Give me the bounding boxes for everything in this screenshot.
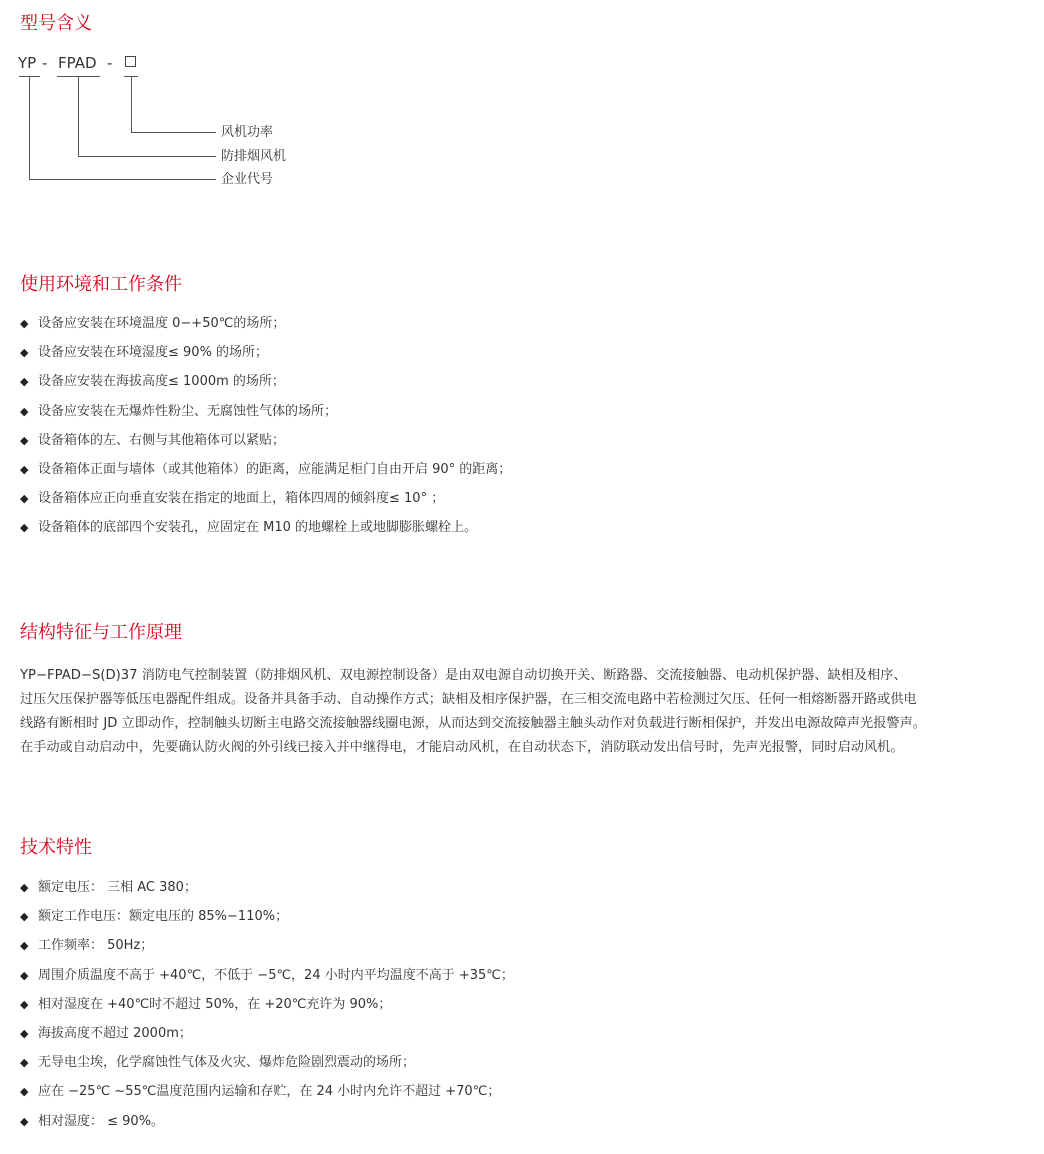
- list-item: [20, 461, 511, 490]
- list-item-text: 相对湿度在 +40℃时不超过 50%，在 +20℃充许为 90%；: [38, 996, 392, 1012]
- list-item-text: 额定工作电压：额定电压的 85%−110%；: [38, 909, 289, 925]
- model-code-diagram: [18, 54, 338, 194]
- connector-fan-vertical: [78, 76, 79, 156]
- model-code-placeholder-box: [125, 56, 136, 67]
- connector-power-vertical: [131, 76, 132, 132]
- structure-paragraph: [20, 664, 1010, 760]
- connector-power-horizontal: [131, 132, 216, 133]
- model-code-dash-1: -: [42, 54, 48, 72]
- list-item: [20, 967, 514, 996]
- connector-fan-horizontal: [78, 156, 216, 157]
- diamond-bullet-icon: ◆: [20, 1026, 29, 1040]
- section-title-structure-principle: 结构特征与工作原理: [20, 622, 182, 643]
- diamond-bullet-icon: ◆: [20, 1085, 29, 1099]
- technical-specs-list: [20, 879, 514, 1142]
- model-code-yp: YP: [18, 54, 37, 72]
- list-item-text: 设备箱体的底部四个安装孔，应固定在 M10 的地螺栓上或地脚膨胀螺栓上。: [38, 520, 478, 536]
- connector-company-vertical: [29, 76, 30, 179]
- list-item-text: 周围介质温度不高于 +40℃，不低于 −5℃，24 小时内平均温度不高于 +35℃；: [38, 967, 514, 983]
- list-item-text: 设备应安装在环境湿度≤ 90% 的场所；: [38, 345, 269, 361]
- list-item: [20, 373, 511, 402]
- list-item: [20, 432, 511, 461]
- section-title-technical-specs: 技术特性: [20, 837, 92, 858]
- list-item: [20, 1083, 514, 1112]
- diamond-bullet-icon: ◆: [20, 968, 29, 982]
- paragraph-line: 在手动或自动启动中，先要确认防火阀的外引线已接入并中继得电，才能启动风机，在自动状态下，消防联动发出信号时，先声光报警，同时启动风机。: [20, 740, 904, 755]
- connector-company-horizontal: [29, 179, 216, 180]
- diamond-bullet-icon: ◆: [20, 404, 29, 418]
- legend-smoke-fan: 防排烟风机: [221, 149, 287, 164]
- paragraph-line: 线路有断相时 JD 立即动作，控制触头切断主电路交流接触器线圈电源，从而达到交流接触器主触头动作对负载进行断相保护，并发出电源故障声光报警声。: [20, 716, 926, 731]
- diamond-bullet-icon: ◆: [20, 910, 29, 924]
- list-item-text: 设备箱体应正向垂直安装在指定的地面上，箱体四周的倾斜度≤ 10° ；: [38, 491, 445, 507]
- list-item: [20, 1054, 514, 1083]
- list-item-text: 工作频率： 50Hz；: [38, 938, 154, 954]
- diamond-bullet-icon: ◆: [20, 881, 29, 894]
- list-item: [20, 1025, 514, 1054]
- diamond-bullet-icon: ◆: [20, 1114, 29, 1128]
- list-item-text: 设备箱体正面与墙体（或其他箱体）的距离，应能满足柜门自由开启 90° 的距离；: [38, 461, 512, 477]
- list-item-text: 无导电尘埃，化学腐蚀性气体及火灾、爆炸危险剧烈震动的场所；: [38, 1055, 416, 1071]
- model-code-dash-2: -: [107, 54, 113, 72]
- diamond-bullet-icon: ◆: [20, 433, 29, 447]
- list-item: [20, 1113, 514, 1142]
- list-item: [20, 908, 514, 937]
- diamond-bullet-icon: ◆: [20, 462, 29, 476]
- list-item-text: 额定电压： 三相 AC 380；: [38, 880, 197, 895]
- environment-list: [20, 315, 511, 549]
- diamond-bullet-icon: ◆: [20, 317, 29, 330]
- list-item: [20, 315, 511, 344]
- list-item: [20, 996, 514, 1025]
- diamond-bullet-icon: ◆: [20, 997, 29, 1011]
- list-item: [20, 490, 511, 519]
- list-item: [20, 519, 511, 548]
- list-item-text: 海拔高度不超过 2000m；: [38, 1025, 192, 1041]
- list-item-text: 设备箱体的左、右侧与其他箱体可以紧贴；: [38, 432, 286, 448]
- section-title-model-meaning: 型号含义: [20, 13, 92, 34]
- diamond-bullet-icon: ◆: [20, 346, 29, 360]
- list-item-text: 设备应安装在环境温度 0−+50℃的场所；: [38, 316, 286, 331]
- list-item: [20, 937, 514, 966]
- diamond-bullet-icon: ◆: [20, 939, 29, 953]
- diamond-bullet-icon: ◆: [20, 492, 29, 506]
- list-item-text: 设备应安装在无爆炸性粉尘、无腐蚀性气体的场所；: [38, 403, 338, 419]
- legend-company-code: 企业代号: [221, 172, 274, 187]
- legend-fan-power: 风机功率: [221, 125, 274, 140]
- list-item-text: 应在 −25℃ ~55℃温度范围内运输和存贮，在 24 小时内允许不超过 +70℃；: [38, 1084, 501, 1100]
- diamond-bullet-icon: ◆: [20, 375, 29, 389]
- list-item-text: 设备应安装在海拔高度≤ 1000m 的场所；: [38, 374, 285, 390]
- list-item-text: 相对湿度： ≤ 90%。: [38, 1113, 165, 1129]
- list-item: [20, 403, 511, 432]
- diamond-bullet-icon: ◆: [20, 1056, 29, 1070]
- diamond-bullet-icon: ◆: [20, 521, 29, 535]
- model-code-fpad: FPAD: [58, 54, 97, 72]
- section-title-environment: 使用环境和工作条件: [20, 274, 182, 295]
- list-item: [20, 879, 514, 908]
- list-item: [20, 344, 511, 373]
- paragraph-line: YP−FPAD−S(D)37 消防电气控制装置（防排烟风机、双电源控制设备）是由双电源自动切换开关、断路器、交流接触器、电动机保护器、缺相及相序、: [20, 668, 907, 683]
- paragraph-line: 过压欠压保护器等低压电器配件组成。设备并具备手动、自动操作方式；缺相及相序保护器，在三相交流电路中若检测过欠压、任何一相熔断器开路或供电: [20, 692, 917, 707]
